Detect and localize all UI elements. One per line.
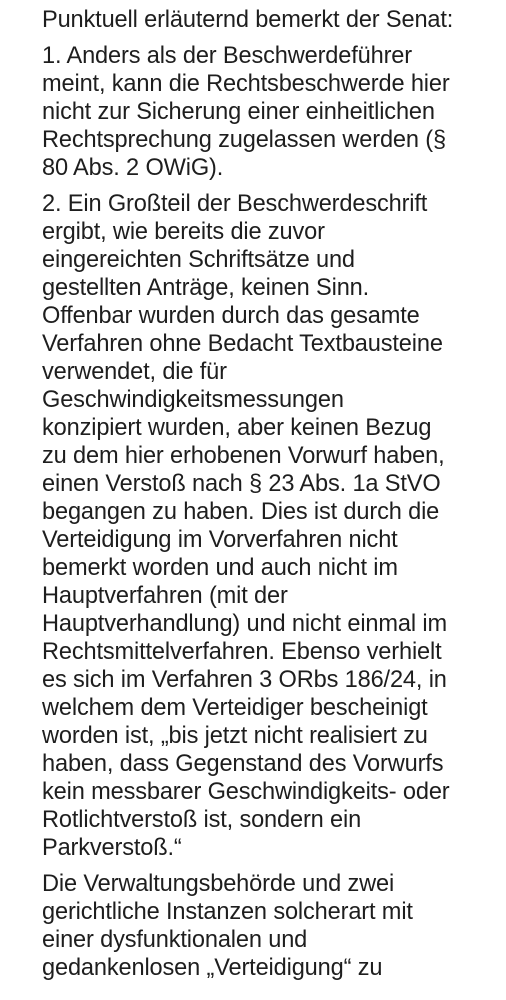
- text-line: worden ist, „bis jetzt nicht realisiert zu: [42, 723, 428, 749]
- paragraph-point-2: [42, 190, 492, 862]
- text-line: Verteidigung im Vorverfahren nicht: [42, 527, 398, 553]
- text-line: Punktuell erläuternd bemerkt der Senat:: [42, 7, 454, 33]
- paragraph-point-1: [42, 42, 492, 182]
- text-line: begangen zu haben. Dies ist durch die: [42, 499, 440, 525]
- text-line: Rechtsprechung zugelassen werden (§: [42, 127, 446, 153]
- text-line: verwendet, die für: [42, 359, 227, 385]
- text-line: konzipiert wurden, aber keinen Bezug: [42, 415, 432, 441]
- text-line: gestellten Anträge, keinen Sinn.: [42, 275, 370, 301]
- text-line: Verfahren ohne Bedacht Textbausteine: [42, 331, 443, 357]
- paragraph-intro: [42, 6, 492, 34]
- text-line: Hauptverfahren (mit der: [42, 583, 288, 609]
- text-line: kein messbarer Geschwindigkeits- oder: [42, 779, 450, 805]
- text-line: Die Verwaltungsbehörde und zwei: [42, 871, 395, 897]
- text-line: meint, kann die Rechtsbeschwerde hier: [42, 71, 450, 97]
- text-line: ergibt, wie bereits die zuvor: [42, 219, 325, 245]
- text-line: welchem dem Verteidiger bescheinigt: [42, 695, 428, 721]
- text-line: Geschwindigkeitsmessungen: [42, 387, 344, 413]
- document-text: [42, 6, 492, 990]
- text-line: Rechtsmittelverfahren. Ebenso verhielt: [42, 639, 442, 665]
- paragraph-conclusion: [42, 870, 492, 982]
- text-line: 80 Abs. 2 OWiG).: [42, 155, 224, 181]
- text-line: nicht zur Sicherung einer einheitlichen: [42, 99, 435, 125]
- text-line: 2. Ein Großteil der Beschwerdeschrift: [42, 191, 428, 217]
- text-line: Rotlichtverstoß ist, sondern ein: [42, 807, 362, 833]
- text-line: einer dysfunktionalen und: [42, 927, 308, 953]
- text-line: haben, dass Gegenstand des Vorwurfs: [42, 751, 444, 777]
- text-line: bemerkt worden und auch nicht im: [42, 555, 398, 581]
- text-line: Hauptverhandlung) und nicht einmal im: [42, 611, 447, 637]
- text-line: gedankenlosen „Verteidigung“ zu: [42, 955, 383, 981]
- text-line: eingereichten Schriftsätze und: [42, 247, 355, 273]
- text-line: zu dem hier erhobenen Vorwurf haben,: [42, 443, 445, 469]
- text-line: einen Verstoß nach § 23 Abs. 1a StVO: [42, 471, 441, 497]
- text-line: gerichtliche Instanzen solcherart mit: [42, 899, 413, 925]
- text-line: Parkverstoß.“: [42, 835, 182, 861]
- text-line: Offenbar wurden durch das gesamte: [42, 303, 420, 329]
- text-line: 1. Anders als der Beschwerdeführer: [42, 43, 412, 69]
- text-line: es sich im Verfahren 3 ORbs 186/24, in: [42, 667, 447, 693]
